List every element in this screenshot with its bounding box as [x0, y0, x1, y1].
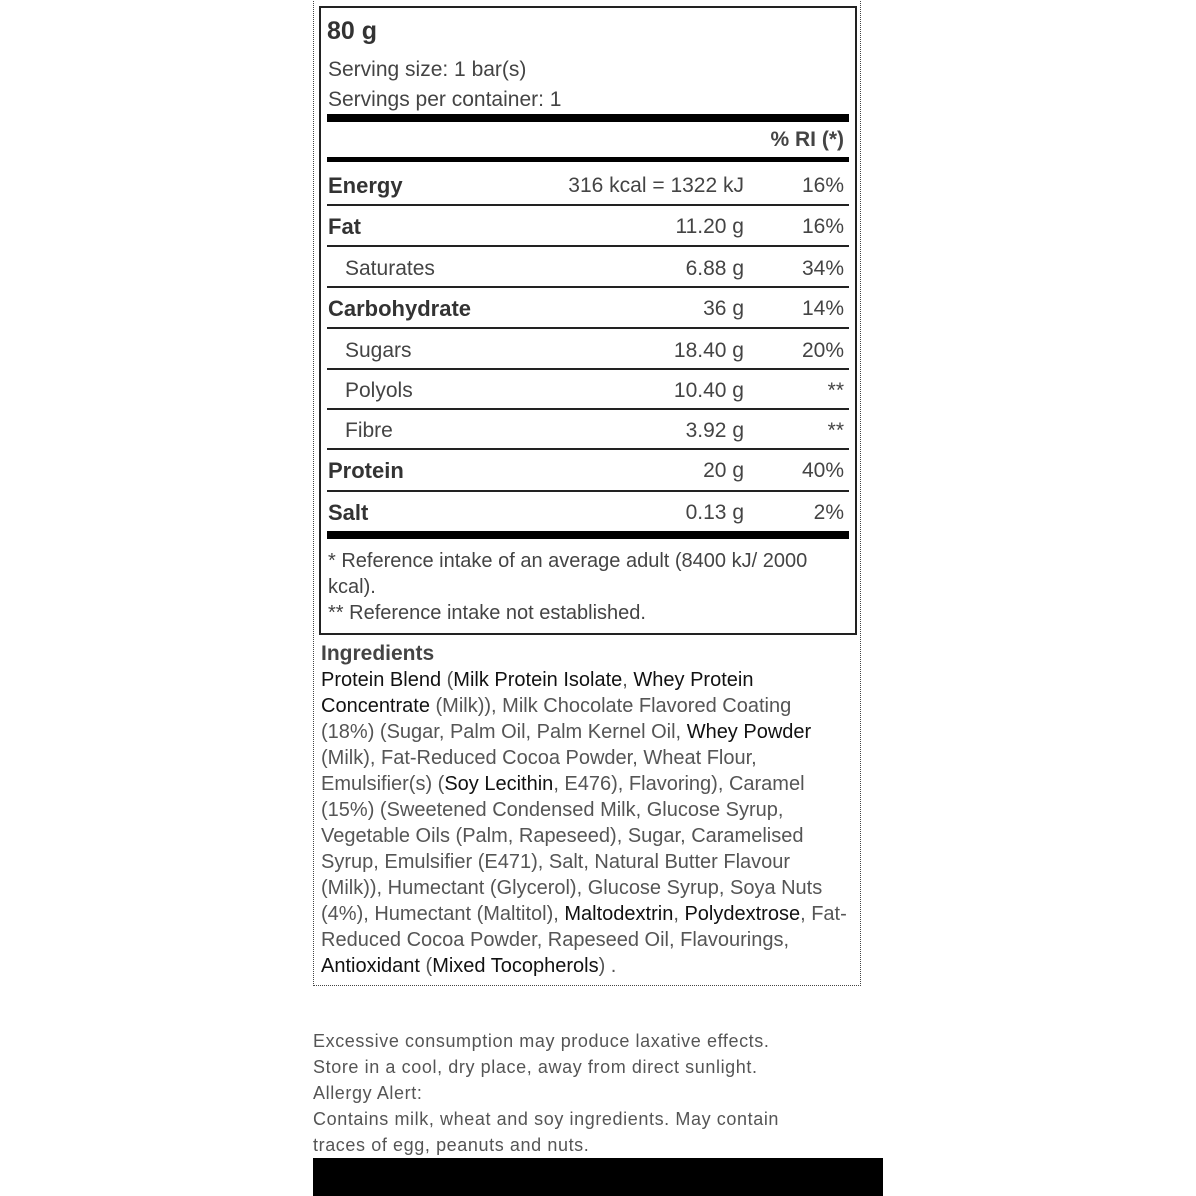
storage-instructions: Store in a cool, dry place, away from direct sunlight. — [313, 1057, 758, 1077]
nutrient-amount: 10.40 g — [673, 379, 744, 402]
row-divider — [327, 368, 849, 370]
nutrient-amount: 0.13 g — [685, 501, 744, 524]
serving-size: Serving size: 1 bar(s) — [328, 58, 527, 81]
nutrient-label: Saturates — [345, 257, 435, 280]
ingredient-text: ( — [441, 669, 454, 691]
nutrient-ri: ** — [827, 419, 844, 442]
ingredient-text: , — [622, 669, 634, 691]
nutrient-label: Salt — [328, 500, 369, 525]
nutrient-ri: 16% — [801, 215, 844, 238]
nutrient-ri: 34% — [801, 257, 844, 280]
allergy-line-1: Contains milk, wheat and soy ingredients. May contain — [313, 1109, 780, 1129]
ingredient-text: , Fat-Reduced Cocoa Powder, Rapeseed Oil, Flavourings, — [321, 903, 847, 951]
footnote-reference-intake: * Reference intake of an average adult (8400 kJ/ 2000 kcal). — [328, 550, 808, 598]
ingredient-highlight: Milk Protein Isolate — [453, 669, 623, 691]
nutrient-label: Sugars — [345, 339, 412, 362]
net-weight: 80 g — [327, 17, 378, 45]
row-divider — [327, 490, 849, 492]
nutrient-amount: 20 g — [703, 459, 744, 482]
nutrient-ri: 16% — [801, 174, 844, 197]
ingredient-text: (Milk)), Milk Chocolate Flavored Coating (18%) (Sugar, Palm Oil, Palm Kernel Oil, — [321, 695, 792, 743]
nutrient-label: Energy — [328, 173, 403, 198]
thick-divider — [327, 114, 849, 122]
ingredient-text: ) . — [598, 955, 617, 977]
nutrient-amount: 18.40 g — [673, 339, 744, 362]
row-divider — [327, 286, 849, 288]
footnote-not-established: ** Reference intake not established. — [328, 602, 646, 624]
nutrient-amount: 6.88 g — [685, 257, 744, 280]
ingredient-highlight: Mixed Tocopherols — [432, 955, 599, 977]
nutrient-amount: 11.20 g — [675, 215, 744, 238]
ingredient-text: , — [673, 903, 685, 925]
nutrient-amount: 3.92 g — [685, 419, 744, 442]
nutrient-ri: 40% — [801, 459, 844, 482]
ingredient-highlight: Maltodextrin — [564, 903, 674, 925]
nutrient-label: Fibre — [345, 419, 393, 442]
nutrient-label: Fat — [328, 214, 361, 239]
ingredient-text: (Milk), Fat-Reduced Cocoa Powder, Wheat Flour, Emulsifier(s) ( — [321, 747, 757, 795]
ingredient-highlight: Antioxidant — [321, 955, 420, 977]
laxative-warning: Excessive consumption may produce laxative effects. — [313, 1031, 770, 1051]
ingredient-highlight: Soy Lecithin — [444, 773, 554, 795]
row-divider — [327, 204, 849, 206]
ingredient-highlight: Polydextrose — [684, 903, 801, 925]
ingredient-text: , E476), Flavoring), Caramel (15%) (Sweetened Condensed Milk, Glucose Syrup, Vegetable Oils (Palm, Rapeseed), Sugar, Caramelised Syrup, Emulsifier (E471), Salt, Natural Butter Flavour (Milk)), Humectant (Glycerol), Glucose Syrup, Soya Nuts (4%), Humectant (Maltitol), — [321, 773, 823, 925]
ingredients-title: Ingredients — [321, 642, 435, 665]
nutrient-label: Polyols — [345, 379, 413, 402]
row-divider — [327, 327, 849, 329]
ingredient-highlight: Whey Protein Concentrate — [321, 669, 754, 717]
nutrient-ri: ** — [827, 379, 844, 402]
allergy-line-2: traces of egg, peanuts and nuts. — [313, 1135, 590, 1155]
nutrient-label: Carbohydrate — [328, 296, 472, 321]
header-divider — [327, 157, 849, 162]
row-divider — [327, 408, 849, 410]
row-divider — [327, 448, 849, 450]
bottom-thick-divider — [327, 531, 849, 539]
bottom-black-bar — [313, 1158, 883, 1196]
ingredient-highlight: Whey Powder — [686, 721, 812, 743]
nutrient-label: Protein — [328, 458, 404, 483]
nutrient-ri: 14% — [801, 297, 844, 320]
ri-column-header: % RI (*) — [770, 128, 844, 151]
servings-per-container: Servings per container: 1 — [328, 88, 562, 111]
ingredients-text — [321, 667, 849, 979]
notes-section — [313, 1028, 873, 1158]
nutrient-amount: 36 g — [703, 297, 744, 320]
nutrient-amount: 316 kcal = 1322 kJ — [568, 174, 744, 197]
ingredient-highlight: Protein Blend — [321, 669, 442, 691]
row-divider — [327, 245, 849, 247]
nutrient-ri: 20% — [801, 339, 844, 362]
allergy-alert-title: Allergy Alert: — [313, 1083, 423, 1103]
ingredient-text: ( — [419, 955, 433, 977]
nutrient-ri: 2% — [813, 501, 844, 524]
